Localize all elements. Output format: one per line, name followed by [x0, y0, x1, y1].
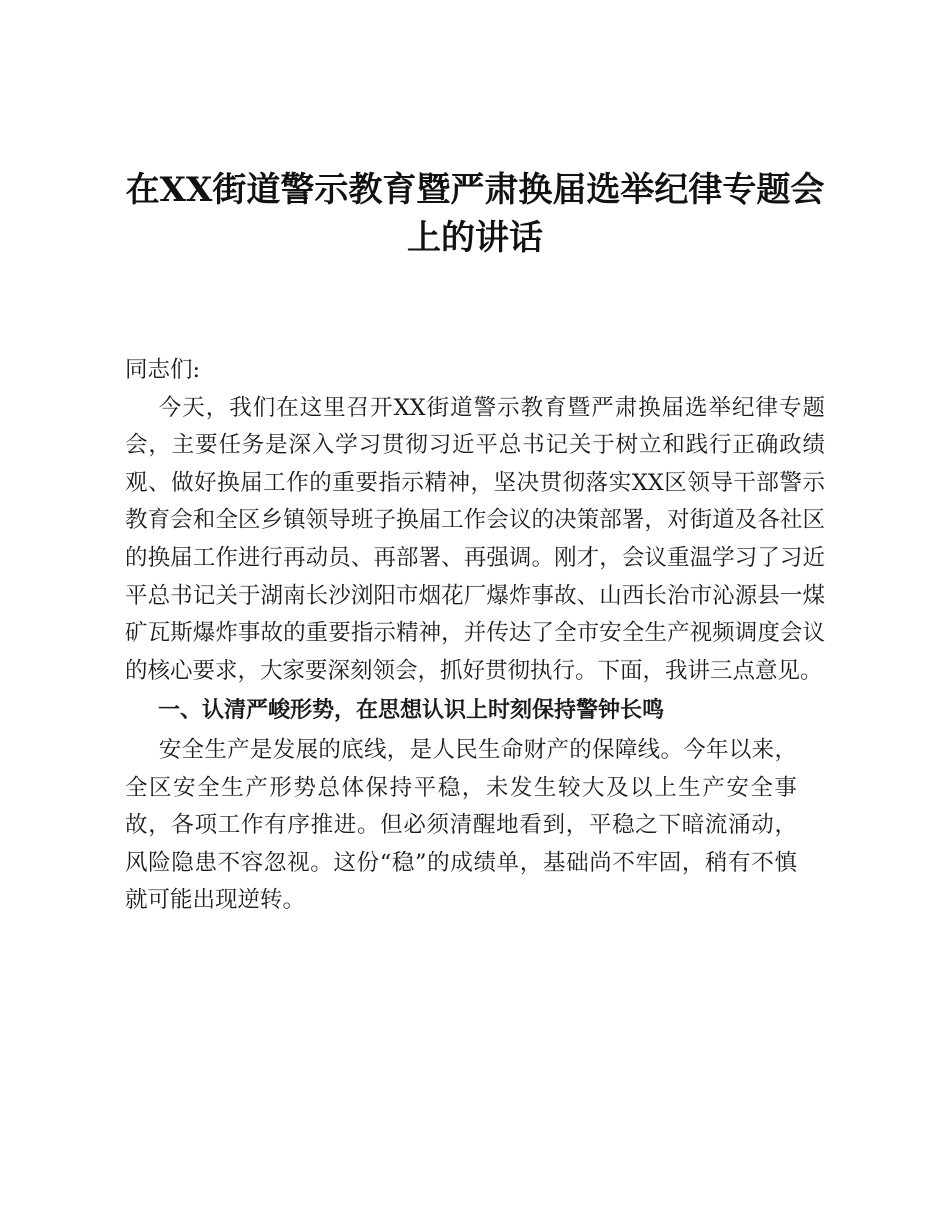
document-body: [125, 352, 825, 920]
document-title: 在XX街道警示教育暨严肃换届选举纪律专题会上的讲话: [125, 170, 825, 258]
paragraph-opening: 今天，我们在这里召开XX街道警示教育暨严肃换届选举纪律专题会，主要任务是深入学习贯彻习近平总书记关于树立和践行正确政绩观、做好换届工作的重要指示精神，坚决贯彻落实XX区领导干部警示教育会和全区乡镇领导班子换届工作会议的决策部署，对街道及各社区的换届工作进行再动员、再部署、再强调。刚才，会议重温学习了习近平总书记关于湖南长沙浏阳市烟花厂爆炸事故、山西长治市沁源县一煤矿瓦斯爆炸事故的重要指示精神，并传达了全市安全生产视频调度会议的核心要求，大家要深刻领会，抓好贯彻执行。下面，我讲三点意见。: [125, 394, 825, 684]
paragraph-safety: 安全生产是发展的底线，是人民生命财产的保障线。今年以来，全区安全生产形势总体保持平稳，未发生较大及以上生产安全事故，各项工作有序推进。但必须清醒地看到，平稳之下暗流涌动，风险隐患不容忽视。这份“稳”的成绩单，基础尚不牢固，稍有不慎就可能出现逆转。: [125, 736, 797, 914]
salutation: 同志们:: [125, 357, 201, 383]
section-heading: 一、认清严峻形势，在思想认识上时刻保持警钟长鸣: [158, 698, 665, 724]
